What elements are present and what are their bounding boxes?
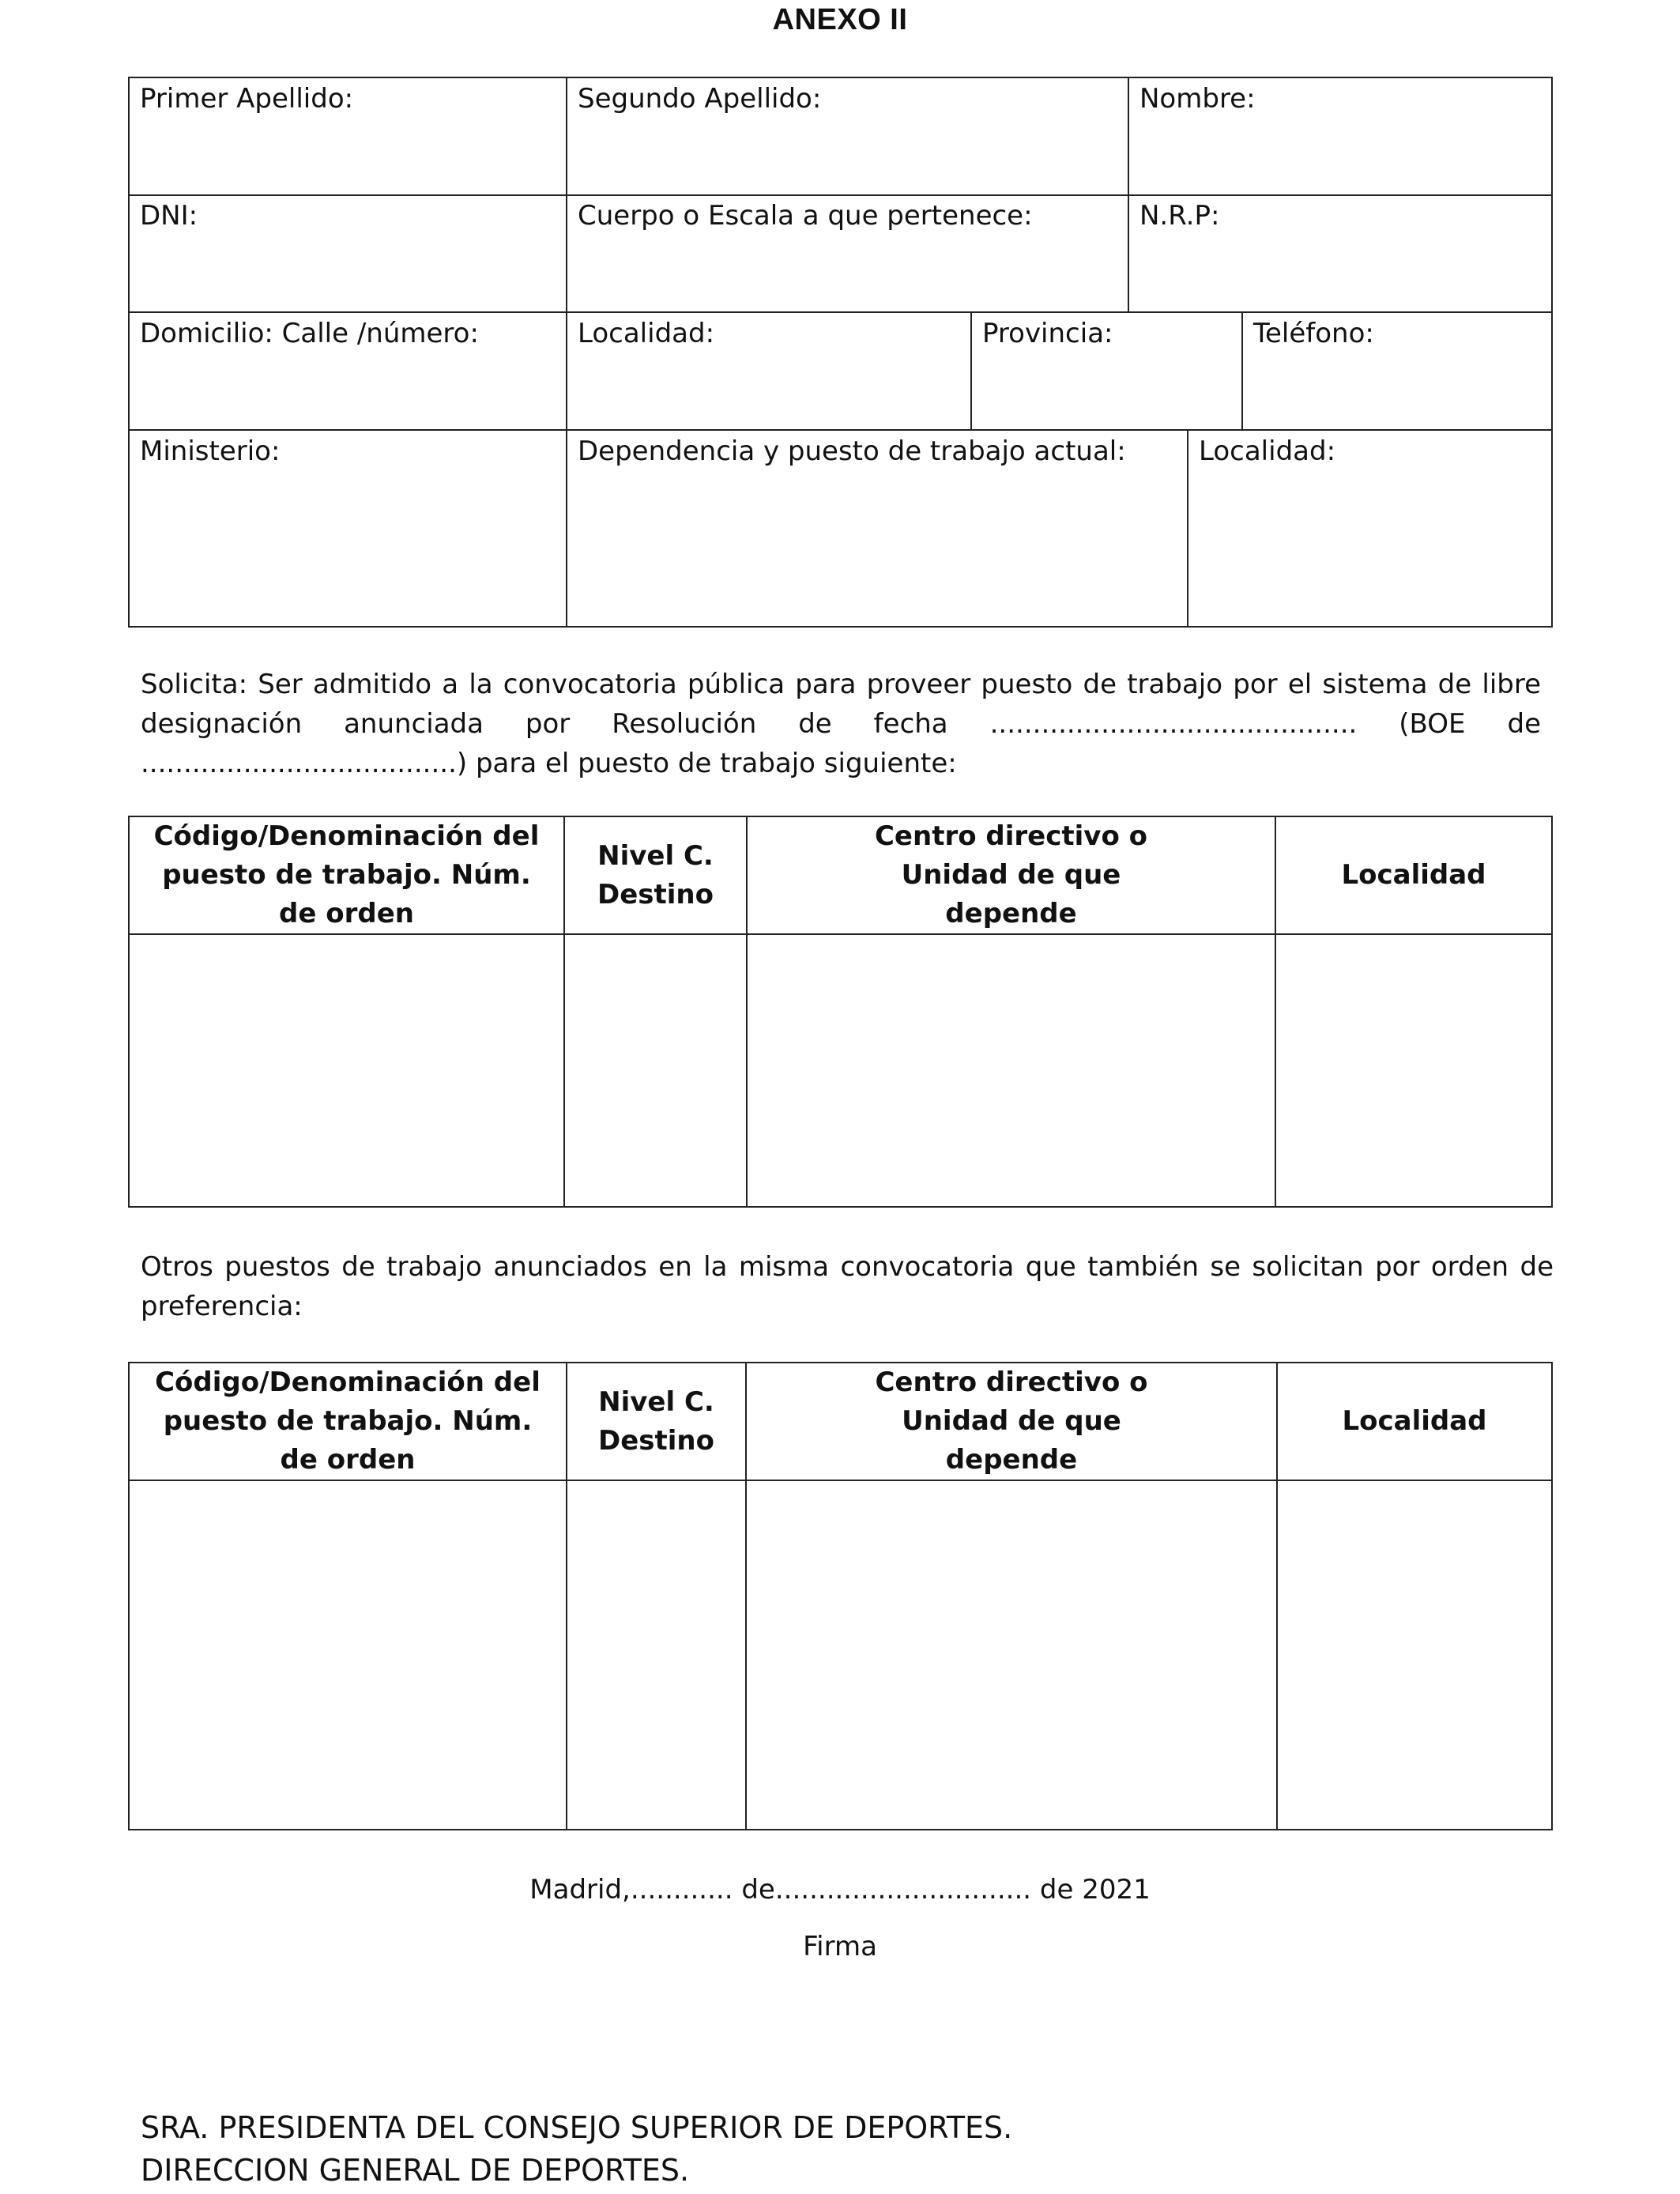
personal-table-border xyxy=(128,77,1553,628)
input-codigo[interactable] xyxy=(130,1481,566,1829)
header-centro: Centro directivo o Unidad de que depende xyxy=(874,820,1148,929)
ministerio-field[interactable]: Ministerio: xyxy=(140,435,281,467)
addressee-line-2: DIRECCION GENERAL DE DEPORTES. xyxy=(141,2153,690,2188)
header-localidad: Localidad xyxy=(1342,1405,1487,1437)
dependencia-field[interactable]: Dependencia y puesto de trabajo actual: xyxy=(578,435,1126,467)
segundo-apellido-field[interactable]: Segundo Apellido: xyxy=(578,83,822,115)
header-codigo: Código/Denominación del puesto de trabajo. Núm. de orden xyxy=(153,820,540,929)
header-nivel: Nivel C. Destino xyxy=(598,1385,714,1457)
header-nivel: Nivel C. Destino xyxy=(597,839,714,910)
nombre-field[interactable]: Nombre: xyxy=(1139,83,1256,115)
row-divider xyxy=(128,429,1553,431)
input-localidad[interactable] xyxy=(1278,1481,1551,1829)
input-nivel[interactable] xyxy=(567,1481,745,1829)
date-line[interactable]: Madrid,............ de.............................. de 2021 xyxy=(529,1874,1151,1906)
telefono-field[interactable]: Teléfono: xyxy=(1253,318,1374,349)
row-divider xyxy=(128,194,1553,196)
nrp-field[interactable]: N.R.P: xyxy=(1139,200,1220,232)
col-divider xyxy=(566,77,567,628)
primer-apellido-field[interactable]: Primer Apellido: xyxy=(140,83,354,115)
col-divider xyxy=(970,311,972,430)
header-localidad: Localidad xyxy=(1341,859,1486,891)
col-divider xyxy=(1241,311,1243,430)
dni-field[interactable]: DNI: xyxy=(140,200,198,232)
input-localidad[interactable] xyxy=(1276,935,1551,1206)
input-centro[interactable] xyxy=(747,1481,1276,1829)
solicita-paragraph: Solicita: Ser admitido a la convocatoria pública para proveer puesto de trabajo por el sistema de libre designación anunciada por Resolución de fecha ........................................... (BOE de .....................................) para el puesto de trabajo siguiente: xyxy=(141,669,1541,779)
col-divider xyxy=(1128,77,1129,312)
input-centro[interactable] xyxy=(748,935,1275,1206)
header-centro: Centro directivo o Unidad de que depende xyxy=(875,1367,1148,1476)
col-divider xyxy=(1187,429,1188,628)
header-codigo: Código/Denominación del puesto de trabajo. Núm. de orden xyxy=(155,1367,541,1476)
otros-paragraph: Otros puestos de trabajo anunciados en la misma convocatoria que también se solicitan por orden de preferencia: xyxy=(141,1251,1554,1322)
domicilio-field[interactable]: Domicilio: Calle /número: xyxy=(140,318,479,349)
page-title: ANEXO II xyxy=(772,3,908,36)
localidad-field[interactable]: Localidad: xyxy=(578,318,715,349)
provincia-field[interactable]: Provincia: xyxy=(982,318,1113,349)
signature-label: Firma xyxy=(803,1931,877,1962)
cuerpo-field[interactable]: Cuerpo o Escala a que pertenece: xyxy=(578,200,1033,232)
localidad-actual-field[interactable]: Localidad: xyxy=(1199,435,1336,467)
row-divider xyxy=(128,311,1553,313)
input-codigo[interactable] xyxy=(130,935,563,1206)
addressee-line-1: SRA. PRESIDENTA DEL CONSEJO SUPERIOR DE DEPORTES. xyxy=(141,2110,1013,2145)
input-nivel[interactable] xyxy=(565,935,746,1206)
